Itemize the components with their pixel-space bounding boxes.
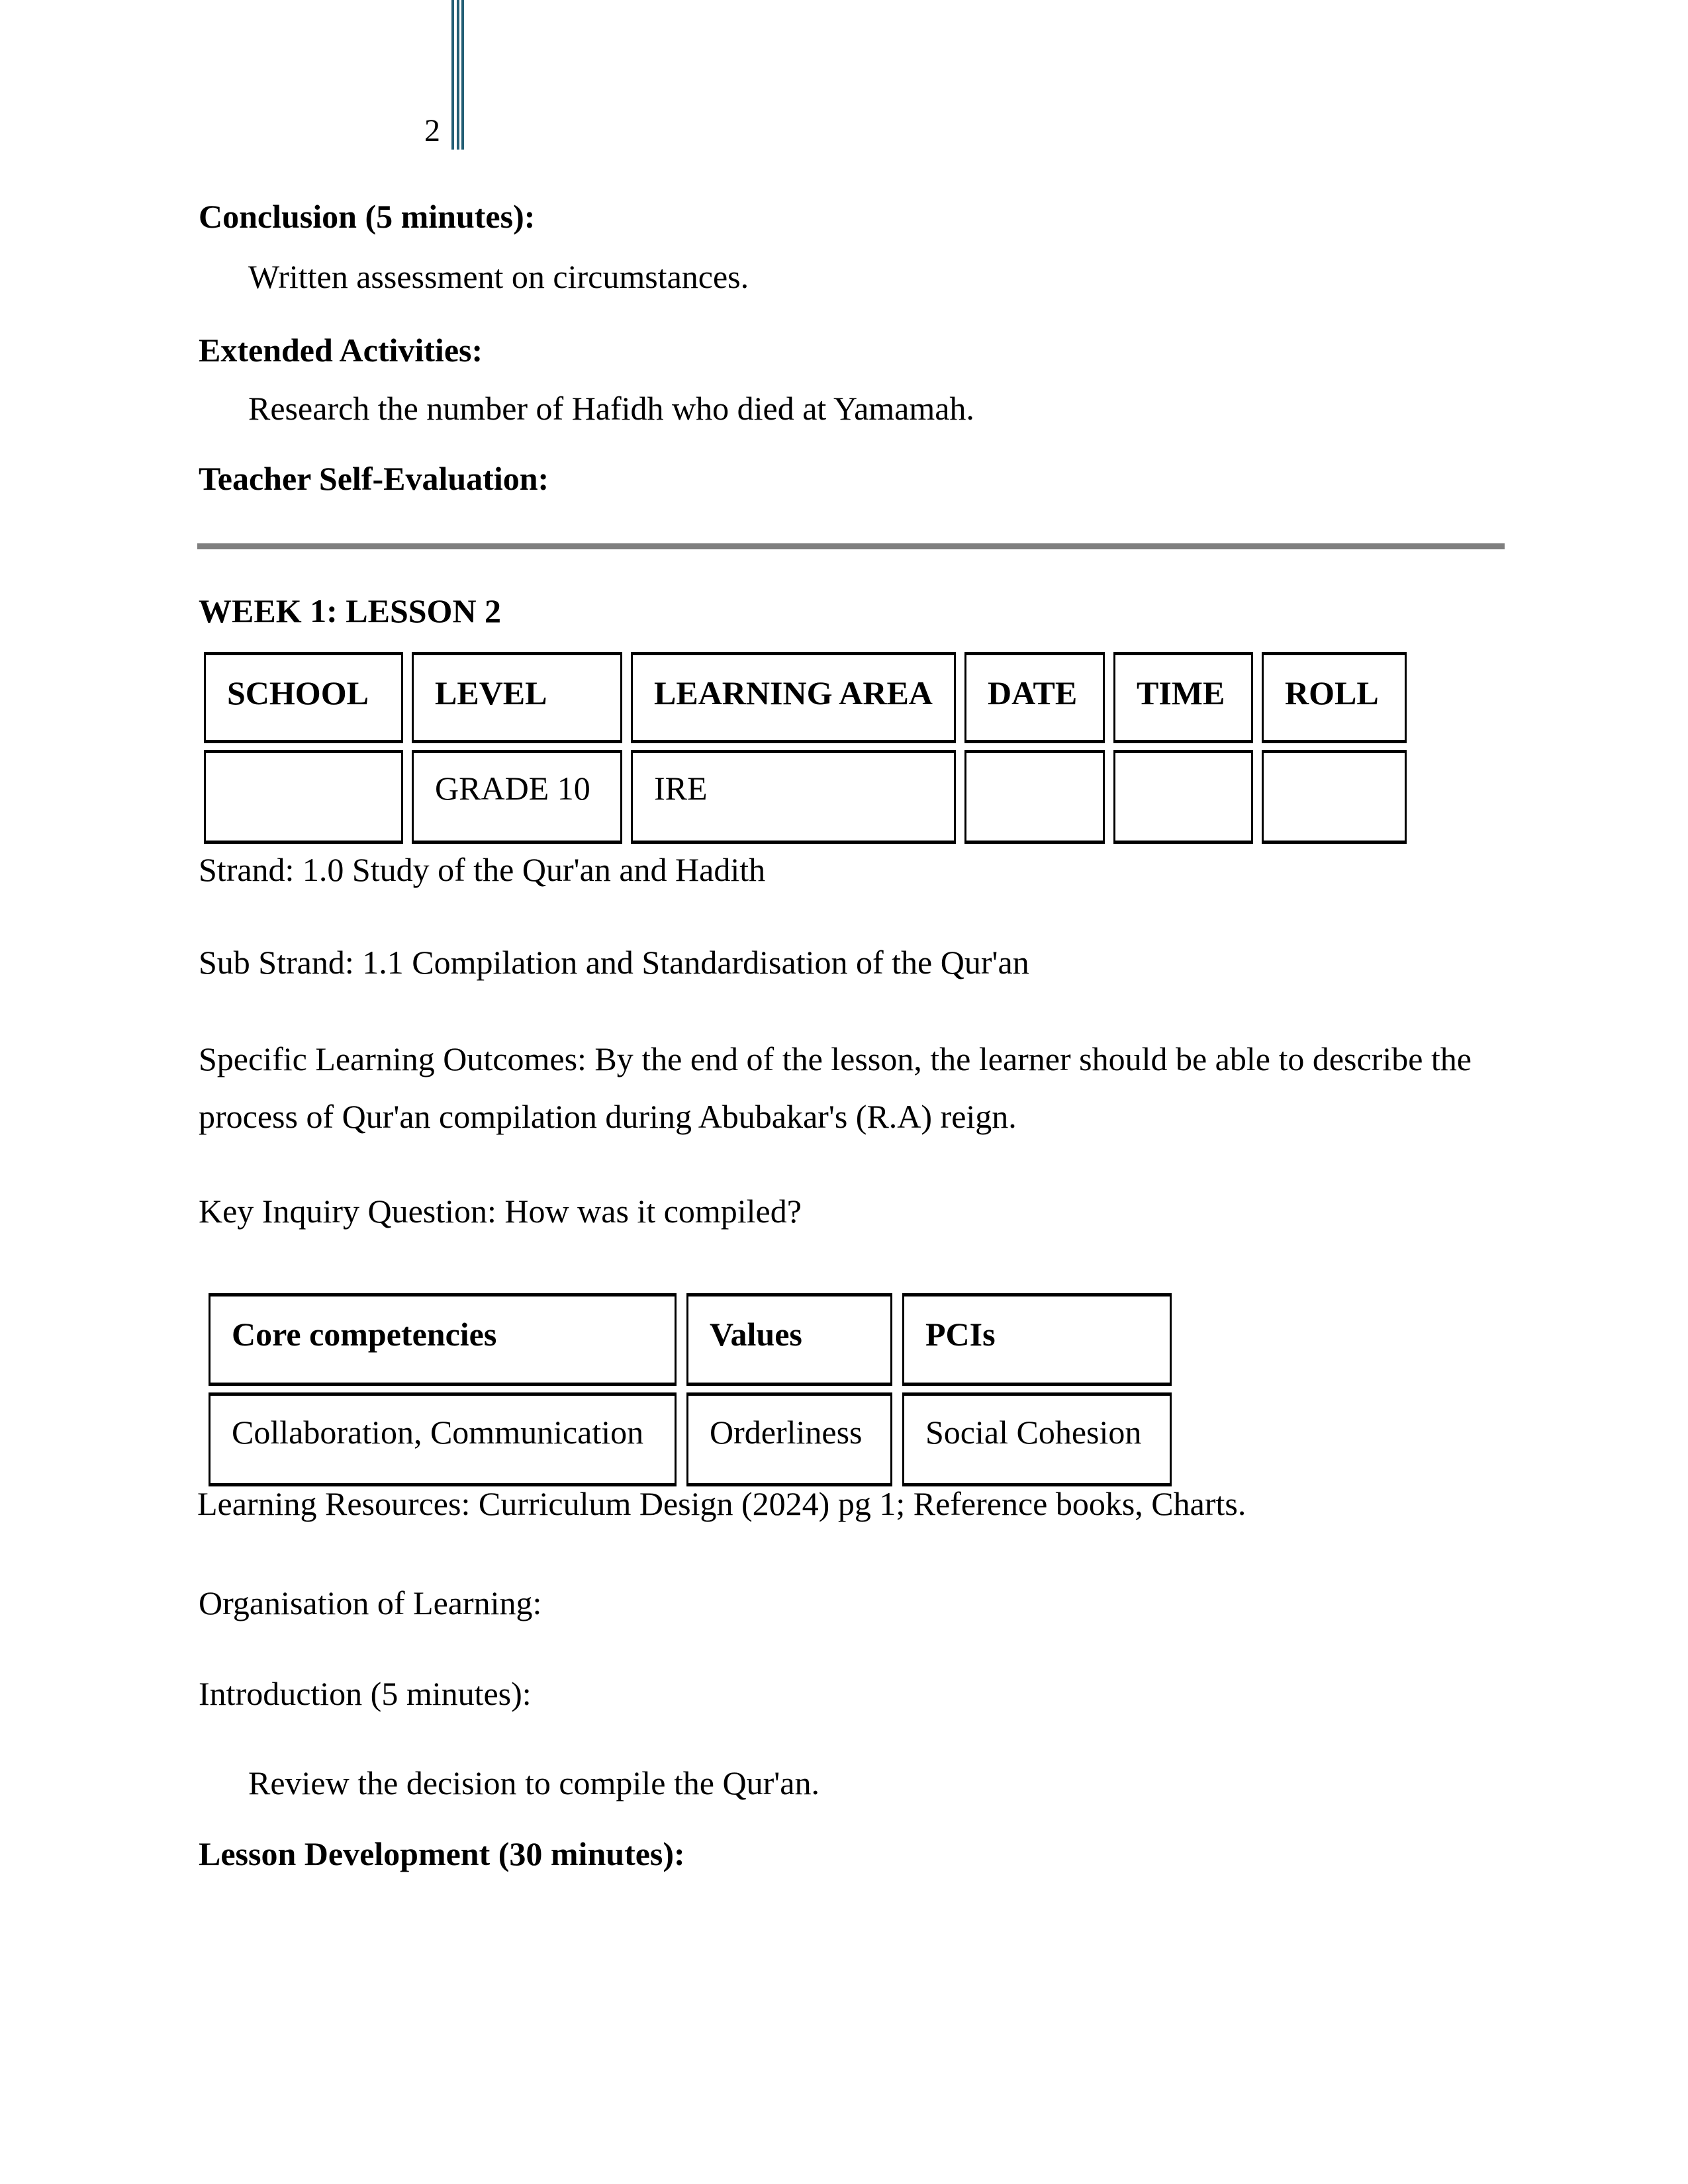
- competencies-value-row: [209, 1392, 1172, 1486]
- lesson-development-heading: Lesson Development (30 minutes):: [199, 1835, 685, 1872]
- header-accent-line: [451, 0, 464, 150]
- extended-activities-body: Research the number of Hafidh who died at Yamamah.: [248, 390, 974, 427]
- info-table-value-row: [204, 750, 1407, 844]
- comp-header-values: Values: [686, 1293, 892, 1386]
- outcomes-line-2: process of Qur'an compilation during Abubakar's (R.A) reign.: [199, 1098, 1017, 1135]
- lesson-info-table: [204, 652, 1407, 844]
- organisation-of-learning-line: Organisation of Learning:: [199, 1584, 542, 1621]
- comp-value-pcis: Social Cohesion: [902, 1392, 1172, 1486]
- strand-line: Strand: 1.0 Study of the Qur'an and Hadith: [199, 851, 766, 888]
- key-inquiry-line: Key Inquiry Question: How was it compiled?: [199, 1193, 802, 1230]
- comp-value-core-competencies: Collaboration, Communication: [209, 1392, 677, 1486]
- info-value-level: GRADE 10: [412, 750, 622, 844]
- lesson-title: WEEK 1: LESSON 2: [199, 592, 502, 629]
- section-divider: [197, 543, 1505, 549]
- info-header-roll: ROLL: [1262, 652, 1407, 743]
- outcomes-line-1: Specific Learning Outcomes: By the end of the lesson, the learner should be able to describe the: [199, 1040, 1472, 1077]
- info-value-time: [1113, 750, 1253, 844]
- learning-resources-line: Learning Resources: Curriculum Design (2024) pg 1; Reference books, Charts.: [197, 1485, 1246, 1522]
- conclusion-heading: Conclusion (5 minutes):: [199, 198, 536, 235]
- info-header-date: DATE: [964, 652, 1105, 743]
- info-header-level: LEVEL: [412, 652, 622, 743]
- info-header-learning-area: LEARNING AREA: [631, 652, 956, 743]
- comp-header-core-competencies: Core competencies: [209, 1293, 677, 1386]
- info-value-learning-area: IRE: [631, 750, 956, 844]
- comp-header-pcis: PCIs: [902, 1293, 1172, 1386]
- info-header-school: SCHOOL: [204, 652, 403, 743]
- conclusion-body: Written assessment on circumstances.: [248, 258, 749, 295]
- competencies-table: [209, 1293, 1172, 1486]
- comp-value-values: Orderliness: [686, 1392, 892, 1486]
- info-value-date: [964, 750, 1105, 844]
- info-value-roll: [1262, 750, 1407, 844]
- info-value-school: [204, 750, 403, 844]
- competencies-header-row: [209, 1293, 1172, 1386]
- info-header-time: TIME: [1113, 652, 1253, 743]
- introduction-heading: Introduction (5 minutes):: [199, 1675, 532, 1712]
- teacher-self-evaluation-heading: Teacher Self-Evaluation:: [199, 460, 549, 497]
- introduction-body: Review the decision to compile the Qur'an.: [248, 1764, 820, 1801]
- extended-activities-heading: Extended Activities:: [199, 332, 483, 369]
- sub-strand-line: Sub Strand: 1.1 Compilation and Standardisation of the Qur'an: [199, 944, 1029, 981]
- page-number: 2: [424, 113, 440, 148]
- info-table-header-row: [204, 652, 1407, 743]
